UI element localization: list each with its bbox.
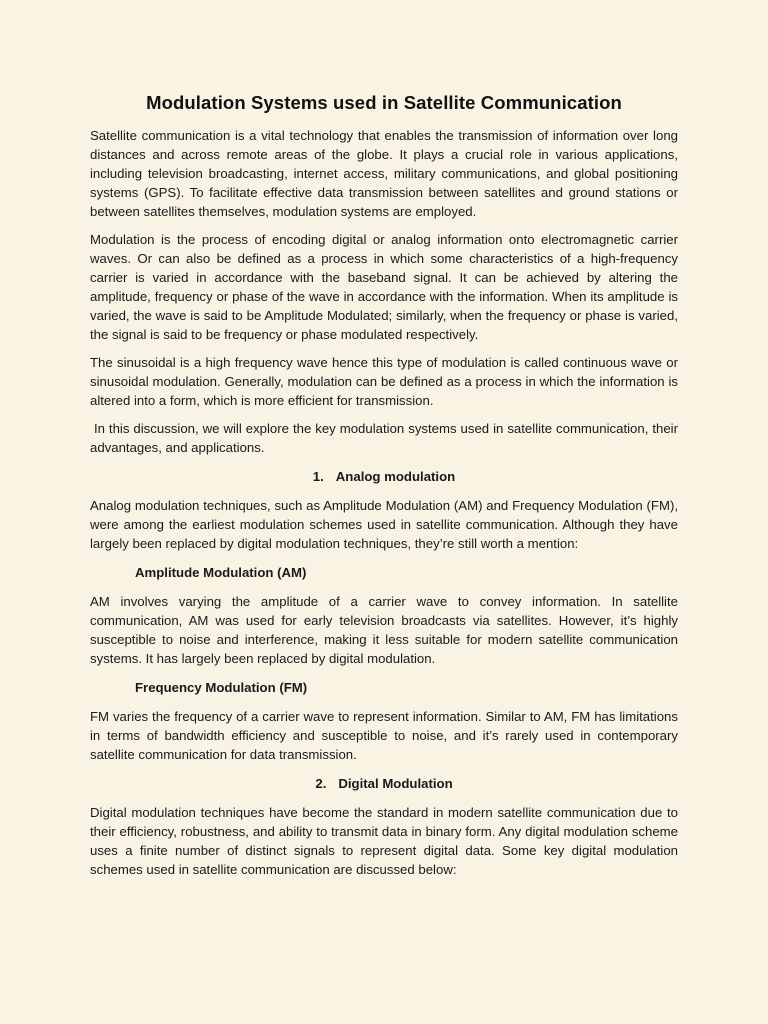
section-title: Analog modulation — [335, 469, 456, 484]
section-number: 2. — [315, 776, 327, 791]
subheading-am: Amplitude Modulation (AM) — [135, 565, 307, 580]
section-heading-digital — [90, 776, 678, 791]
section-heading-analog — [90, 469, 678, 484]
document-title: Modulation Systems used in Satellite Communication — [146, 92, 622, 113]
paragraph-digital: Digital modulation techniques have become the standard in modern satellite communication due to their efficiency, robustness, and ability to transmit data in binary form. Any digital modulation scheme uses a finite number of distinct signals to represent digital data. Some key digital modulation schemes used in satellite communication are discussed below: — [90, 805, 678, 877]
subheading-fm: Frequency Modulation (FM) — [135, 680, 308, 695]
section-title: Digital Modulation — [338, 776, 453, 791]
paragraph-intro-3: The sinusoidal is a high frequency wave hence this type of modulation is called continuous wave or sinusoidal modulation. Generally, modulation can be defined as a process in which the information is altered into a form, which is more efficient for transmission. — [90, 355, 678, 408]
paragraph-analog: Analog modulation techniques, such as Amplitude Modulation (AM) and Frequency Modulation (FM), were among the earliest modulation schemes used in satellite communication. Although they have largely been replaced by digital modulation techniques, they’re still worth a mention: — [90, 498, 678, 551]
paragraph-intro-4: In this discussion, we will explore the key modulation systems used in satellite communication, their advantages, and applications. — [90, 421, 682, 455]
paragraph-fm: FM varies the frequency of a carrier wave to represent information. Similar to AM, FM has limitations in terms of bandwidth efficiency and susceptible to noise, and it’s rarely used in contemporary satellite communication for data transmission. — [90, 709, 678, 762]
paragraph-intro-1: Satellite communication is a vital technology that enables the transmission of information over long distances and across remote areas of the globe. It plays a crucial role in various applications, including television broadcasting, internet access, military communications, and global positioning systems (GPS). To facilitate effective data transmission between satellites and ground stations or between satellites themselves, modulation systems are employed. — [90, 128, 678, 219]
section-number: 1. — [312, 469, 324, 484]
paragraph-am: AM involves varying the amplitude of a carrier wave to convey information. In satellite communication, AM was used for early television broadcasts via satellites. However, it’s highly susceptible to noise and interference, making it less suitable for modern satellite communication systems. It has largely been replaced by digital modulation. — [90, 594, 678, 666]
paragraph-intro-2: Modulation is the process of encoding digital or analog information onto electromagnetic carrier waves. Or can also be defined as a process in which some characteristics of a high-frequency carrier is varied in accordance with the baseband signal. It can be achieved by altering the amplitude, frequency or phase of the wave in accordance with the information. When its amplitude is varied, the wave is said to be Amplitude Modulated; similarly, when the frequency or phase is varied, the signal is said to be frequency or phase modulated respectively. — [90, 232, 678, 342]
